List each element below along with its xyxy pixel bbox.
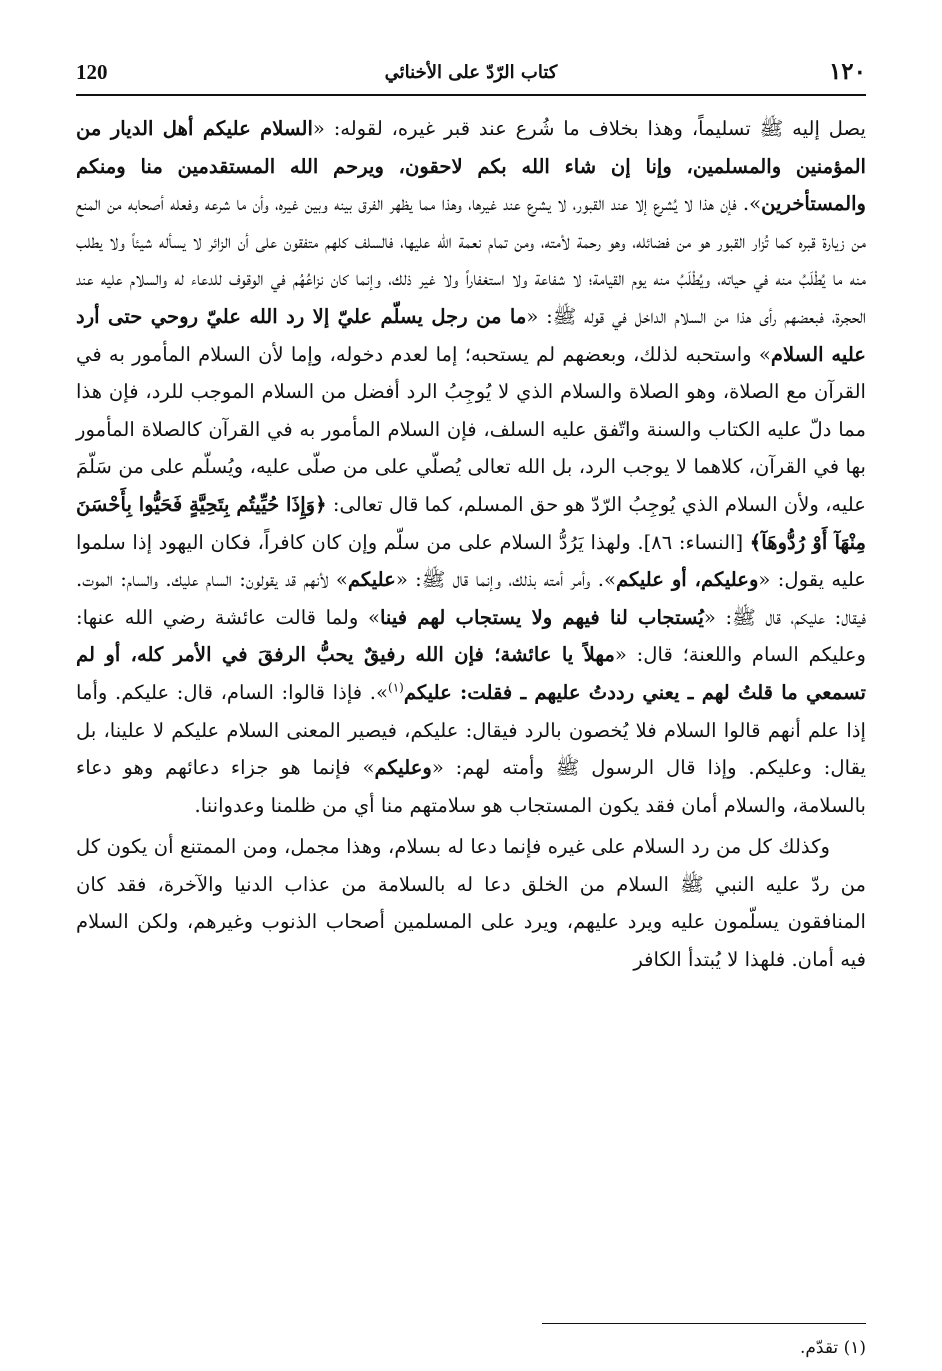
paragraph-1	[76, 110, 866, 824]
hadith-quote: السلام عليكم أهل الديار من المؤمنين والمسلمين، وإنا إن شاء الله بكم لاحقون، ويرحم الله المستقدمين منا ومنكم والمستأخرين	[76, 117, 866, 216]
hadith-quote: مهلاً يا عائشة؛ فإن الله رفيقٌ يحبُّ الرفقَ في الأمر كله، أو لم تسمعي ما قلتُ لهم ـ يعني رددتُ عليهم ـ فقلت: عليكم	[76, 643, 867, 704]
hadith-quote: وعليكم	[374, 756, 432, 780]
text-run: » لأنهم قد يقولون: السام عليك. والسام: الموت. فيقال: عليكم، قال ﷺ: «	[76, 568, 867, 629]
footnote-divider	[542, 1323, 866, 1324]
page-header	[76, 58, 866, 96]
hadith-quote: وعليكم، أو عليكم	[615, 568, 759, 592]
text-run: ». وأمر أمته بذلك، وإنما قال ﷺ: «	[395, 568, 616, 592]
hadith-quote: يُستجاب لنا فيهم ولا يستجاب لهم فينا	[379, 605, 704, 629]
text-run: ». فإذا قالوا: السام، قال: عليكم. وأما إذا علم أنهم قالوا السلام فلا يُخصون بالرد فيقال: عليكم، فيصير المعنى السلام عليكم لا علينا، بل يقال: وعليكم. وإذا قال الرسول ﷺ وأمته لهم: «	[76, 680, 866, 780]
text-run: » ولما قالت عائشة رضي الله عنها: وعليكم السام واللعنة؛ قال: «	[76, 605, 866, 667]
hadith-quote: ما من رجل يسلّم عليّ إلا رد الله عليّ روحي حتى أرد عليه السلام	[76, 304, 866, 366]
text-run: [النساء: ٨٦]. ولهذا يَرُدُّ السلام على من سلّم وإن كان كافراً، فكان اليهود إذا سلموا عليه يقول: «	[76, 530, 866, 592]
page-number-arabic: ١٢٠	[828, 58, 866, 85]
quran-verse: ﴿وَإِذَا حُيِّيتُم بِتَحِيَّةٍ فَحَيُّوا بِأَحْسَنَ مِنْهَآ أَوْ رُدُّوهَآ﴾	[76, 492, 866, 554]
paragraph-2: وكذلك كل من رد السلام على غيره فإنما دعا له بسلام، وهذا مجمل، ومن الممتنع أن يكون كل من ردّ عليه النبي ﷺ السلام من الخلق دعا له بالسلامة من عذاب الدنيا والآخرة، فقد كان المنافقون يسلّمون عليه ويرد عليهم، ويرد على المسلمين أصحاب الذنوب وغيرهم، ولكن السلام فيه أمان. فلهذا لا يُبتدأ الكافر	[76, 835, 866, 972]
footnote: (١) تقدّم.	[799, 1338, 866, 1358]
text-run: يصل إليه ﷺ تسليماً، وهذا بخلاف ما شُرع عند قبر غيره، لقوله: «	[312, 117, 866, 140]
text-run: ». فإن هذا لا يُشرع إلا عند القبور، لا يشرع عند غيرها، وهذا مما يظهر الفرق بينه وبين غيره، وأن ما شرعه وفعله أصحابه من المنع من زيارة قبره كما تُزار القبور هو من فضائله، وهو رحمة لأمته، ومن تمام نعمة الله عليها، فالسلف كلهم متفقون على أن الزائر لا يسأله شيئاً ولا يطلب منه ما يُطْلَبُ منه في حياته، ويُطْلَبُ منه يوم القيامة؛ لا شفاعة ولا استغفاراً ولا غير ذلك، وإنما كان نزاعُهُم في الوقوف للدعاء له والسلام عليه عند الحجرة، فبعضهم رأى هذا من السلام الداخل في قوله ﷺ: «	[76, 192, 867, 328]
hadith-quote: عليكم	[347, 568, 396, 592]
text-run: » فإنما هو جزاء دعائهم وهو دعاء بالسلامة، والسلام أمان فقد يكون المستجاب هو سلامتهم منا أي من ظلمنا وعدواننا.	[76, 756, 866, 817]
page-number-latin: 120	[76, 60, 108, 84]
text-run: » واستحبه لذلك، وبعضهم لم يستحبه؛ إما لعدم دخوله، وإما لأن السلام المأمور به في القرآن مع الصلاة، وهو الصلاة والسلام الذي لا يُوجِبُ الرد أفضل من السلام الموجب للرد، فإن هذا مما دلّ عليه الكتاب والسنة واتّفق عليه السلف، فإن السلام المأمور به في القرآن كالصلاة المأمور بها في القرآن، كلاهما لا يوجب الرد، بل الله تعالى يُصلّي على من صلّى عليه، ويُسلّم على من سَلّمَ عليه، ولأن السلام الذي يُوجِبُ الرّدّ هو حق المسلم، كما قال تعالى:	[76, 342, 866, 516]
footnote-marker[interactable]: (١)	[388, 680, 404, 695]
body-text	[76, 110, 866, 979]
running-title: كتاب الرّدّ على الأخنائي	[384, 62, 558, 83]
